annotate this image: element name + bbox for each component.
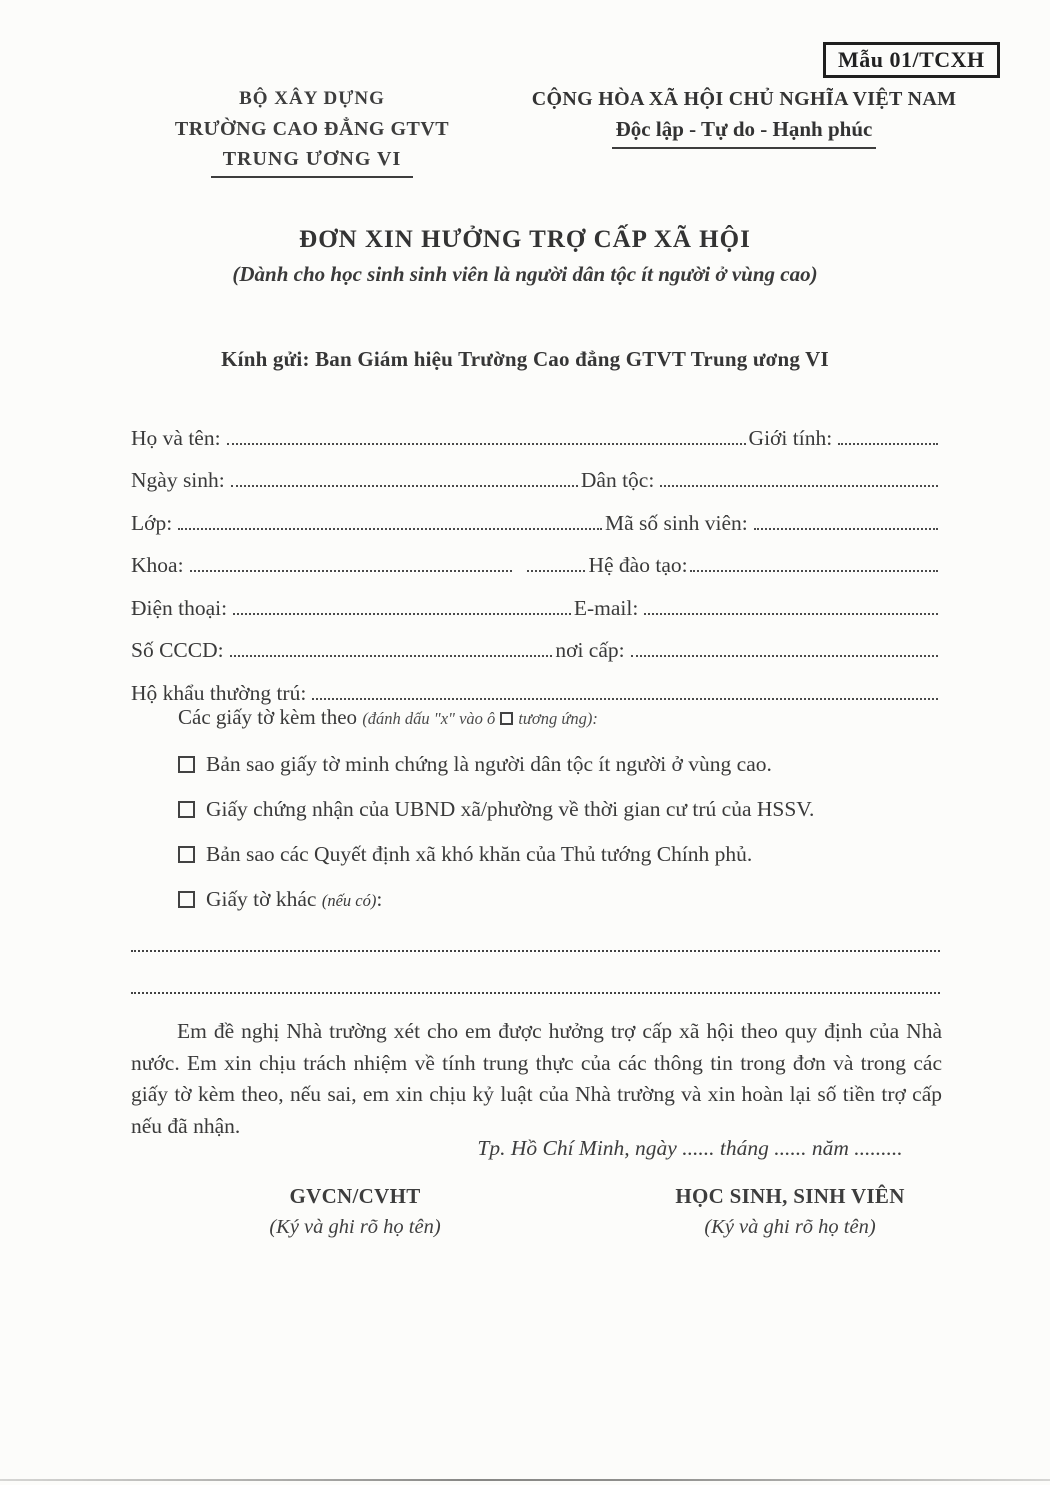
school-name: TRƯỜNG CAO ĐẲNG GTVT (174, 118, 450, 140)
dotted-line (631, 655, 938, 657)
field-label-residence: Hộ khẩu thường trú: (131, 680, 307, 705)
form-row-faculty (131, 538, 938, 581)
checkbox-icon (178, 801, 195, 818)
signature-title-advisor: GVCN/CVHT (289, 1184, 421, 1208)
field-label-ethnicity: Dân tộc: (580, 468, 655, 492)
field-label-fullname: Họ và tên: (131, 425, 221, 450)
national-motto-line1: CỘNG HÒA XÃ HỘI CHỦ NGHĨA VIỆT NAM (531, 88, 957, 110)
checkbox-icon (178, 891, 195, 908)
attachment-item-label: Giấy tờ khác (nếu có): (206, 887, 383, 911)
form-title: ĐƠN XIN HƯỞNG TRỢ CẤP XÃ HỘI (299, 226, 751, 253)
field-label-email: E-mail: (573, 595, 639, 620)
field-label-phone: Điện thoại: (131, 595, 228, 620)
header-national-block (498, 88, 990, 149)
checkbox-icon (178, 756, 195, 773)
attachment-item-other (178, 887, 950, 912)
dotted-line (131, 950, 940, 952)
dotted-line (312, 698, 938, 700)
form-row-phone (131, 580, 938, 623)
header-issuer-block (112, 88, 512, 178)
attachment-item-label: Bản sao giấy tờ minh chứng là người dân tộc ít người ở vùng cao. (206, 752, 772, 776)
dotted-line (527, 570, 585, 572)
signature-title-student: HỌC SINH, SINH VIÊN (675, 1184, 905, 1208)
dotted-line (644, 613, 938, 615)
dotted-line (233, 613, 571, 615)
form-row-birthdate (131, 453, 938, 496)
form-row-fullname (131, 410, 938, 453)
dotted-line (230, 655, 553, 657)
form-row-class (131, 495, 938, 538)
form-row-residence (131, 665, 938, 708)
field-label-student-id: Mã số sinh viên: (605, 510, 748, 535)
dotted-line (131, 992, 940, 994)
attachments-heading-note: (đánh dấu "x" vào ô tương ứng): (362, 709, 598, 728)
form-code-badge: Mẫu 01/TCXH (823, 42, 1000, 78)
field-label-class: Lớp: (131, 510, 173, 535)
form-subtitle: (Dành cho học sinh sinh viên là người dân tộc ít người ở vùng cao) (232, 262, 818, 286)
date-line: Tp. Hồ Chí Minh, ngày ...... tháng ...... năm ......... (477, 1136, 903, 1160)
school-branch: TRUNG ƯƠNG VI (112, 148, 512, 178)
attachment-item (178, 752, 950, 777)
dotted-line (231, 485, 578, 487)
salutation-line: Kính gửi: Ban Giám hiệu Trường Cao đẳng GTVT Trung ương VI (221, 347, 829, 371)
dotted-line (838, 443, 938, 445)
attachment-item (178, 797, 950, 822)
form-fields (131, 410, 938, 708)
signature-block-student (600, 1184, 980, 1239)
attachment-item-label: Bản sao các Quyết định xã khó khăn của Thủ tướng Chính phủ. (206, 842, 753, 866)
ministry-name: BỘ XÂY DỰNG (239, 88, 385, 109)
field-label-issue-place: nơi cấp: (555, 638, 625, 662)
dotted-line (227, 443, 746, 445)
scan-artifact-line (0, 1479, 1050, 1481)
attachment-item (178, 842, 950, 867)
checkbox-icon (178, 846, 195, 863)
field-label-program: Hệ đào tạo: (588, 553, 688, 577)
signature-block-advisor (200, 1184, 510, 1239)
dotted-line (660, 485, 938, 487)
dotted-line (178, 528, 602, 530)
dotted-line (690, 570, 938, 572)
body-paragraph: Em đề nghị Nhà trường xét cho em được hưởng trợ cấp xã hội theo quy định của Nhà nước. Em xin chịu trách nhiệm về tính trung thực của các thông tin trong đơn và trong các giấy tờ kèm theo, nếu sai, em xin chịu kỷ luật của Nhà trường và xin hoàn lại số tiền trợ cấp nếu đã nhận. (131, 1019, 942, 1138)
dotted-line (754, 528, 938, 530)
attachments-heading-text: Các giấy tờ kèm theo (178, 705, 363, 729)
field-label-gender: Giới tính: (748, 425, 833, 450)
dotted-line (190, 570, 513, 572)
checkbox-icon (500, 712, 513, 725)
attachment-other-note: (nếu có) (321, 891, 377, 910)
signature-note: (Ký và ghi rõ họ tên) (704, 1216, 876, 1238)
form-row-id-number (131, 623, 938, 666)
field-label-faculty: Khoa: (131, 553, 184, 577)
field-label-id-number: Số CCCD: (131, 638, 224, 662)
signature-note: (Ký và ghi rõ họ tên) (269, 1216, 441, 1238)
attachment-item-label: Giấy chứng nhận của UBND xã/phường về thời gian cư trú của HSSV. (206, 797, 815, 821)
national-motto-line2: Độc lập - Tự do - Hạnh phúc (498, 117, 990, 149)
field-label-birthdate: Ngày sinh: (131, 468, 225, 492)
attachments-heading (178, 705, 598, 730)
